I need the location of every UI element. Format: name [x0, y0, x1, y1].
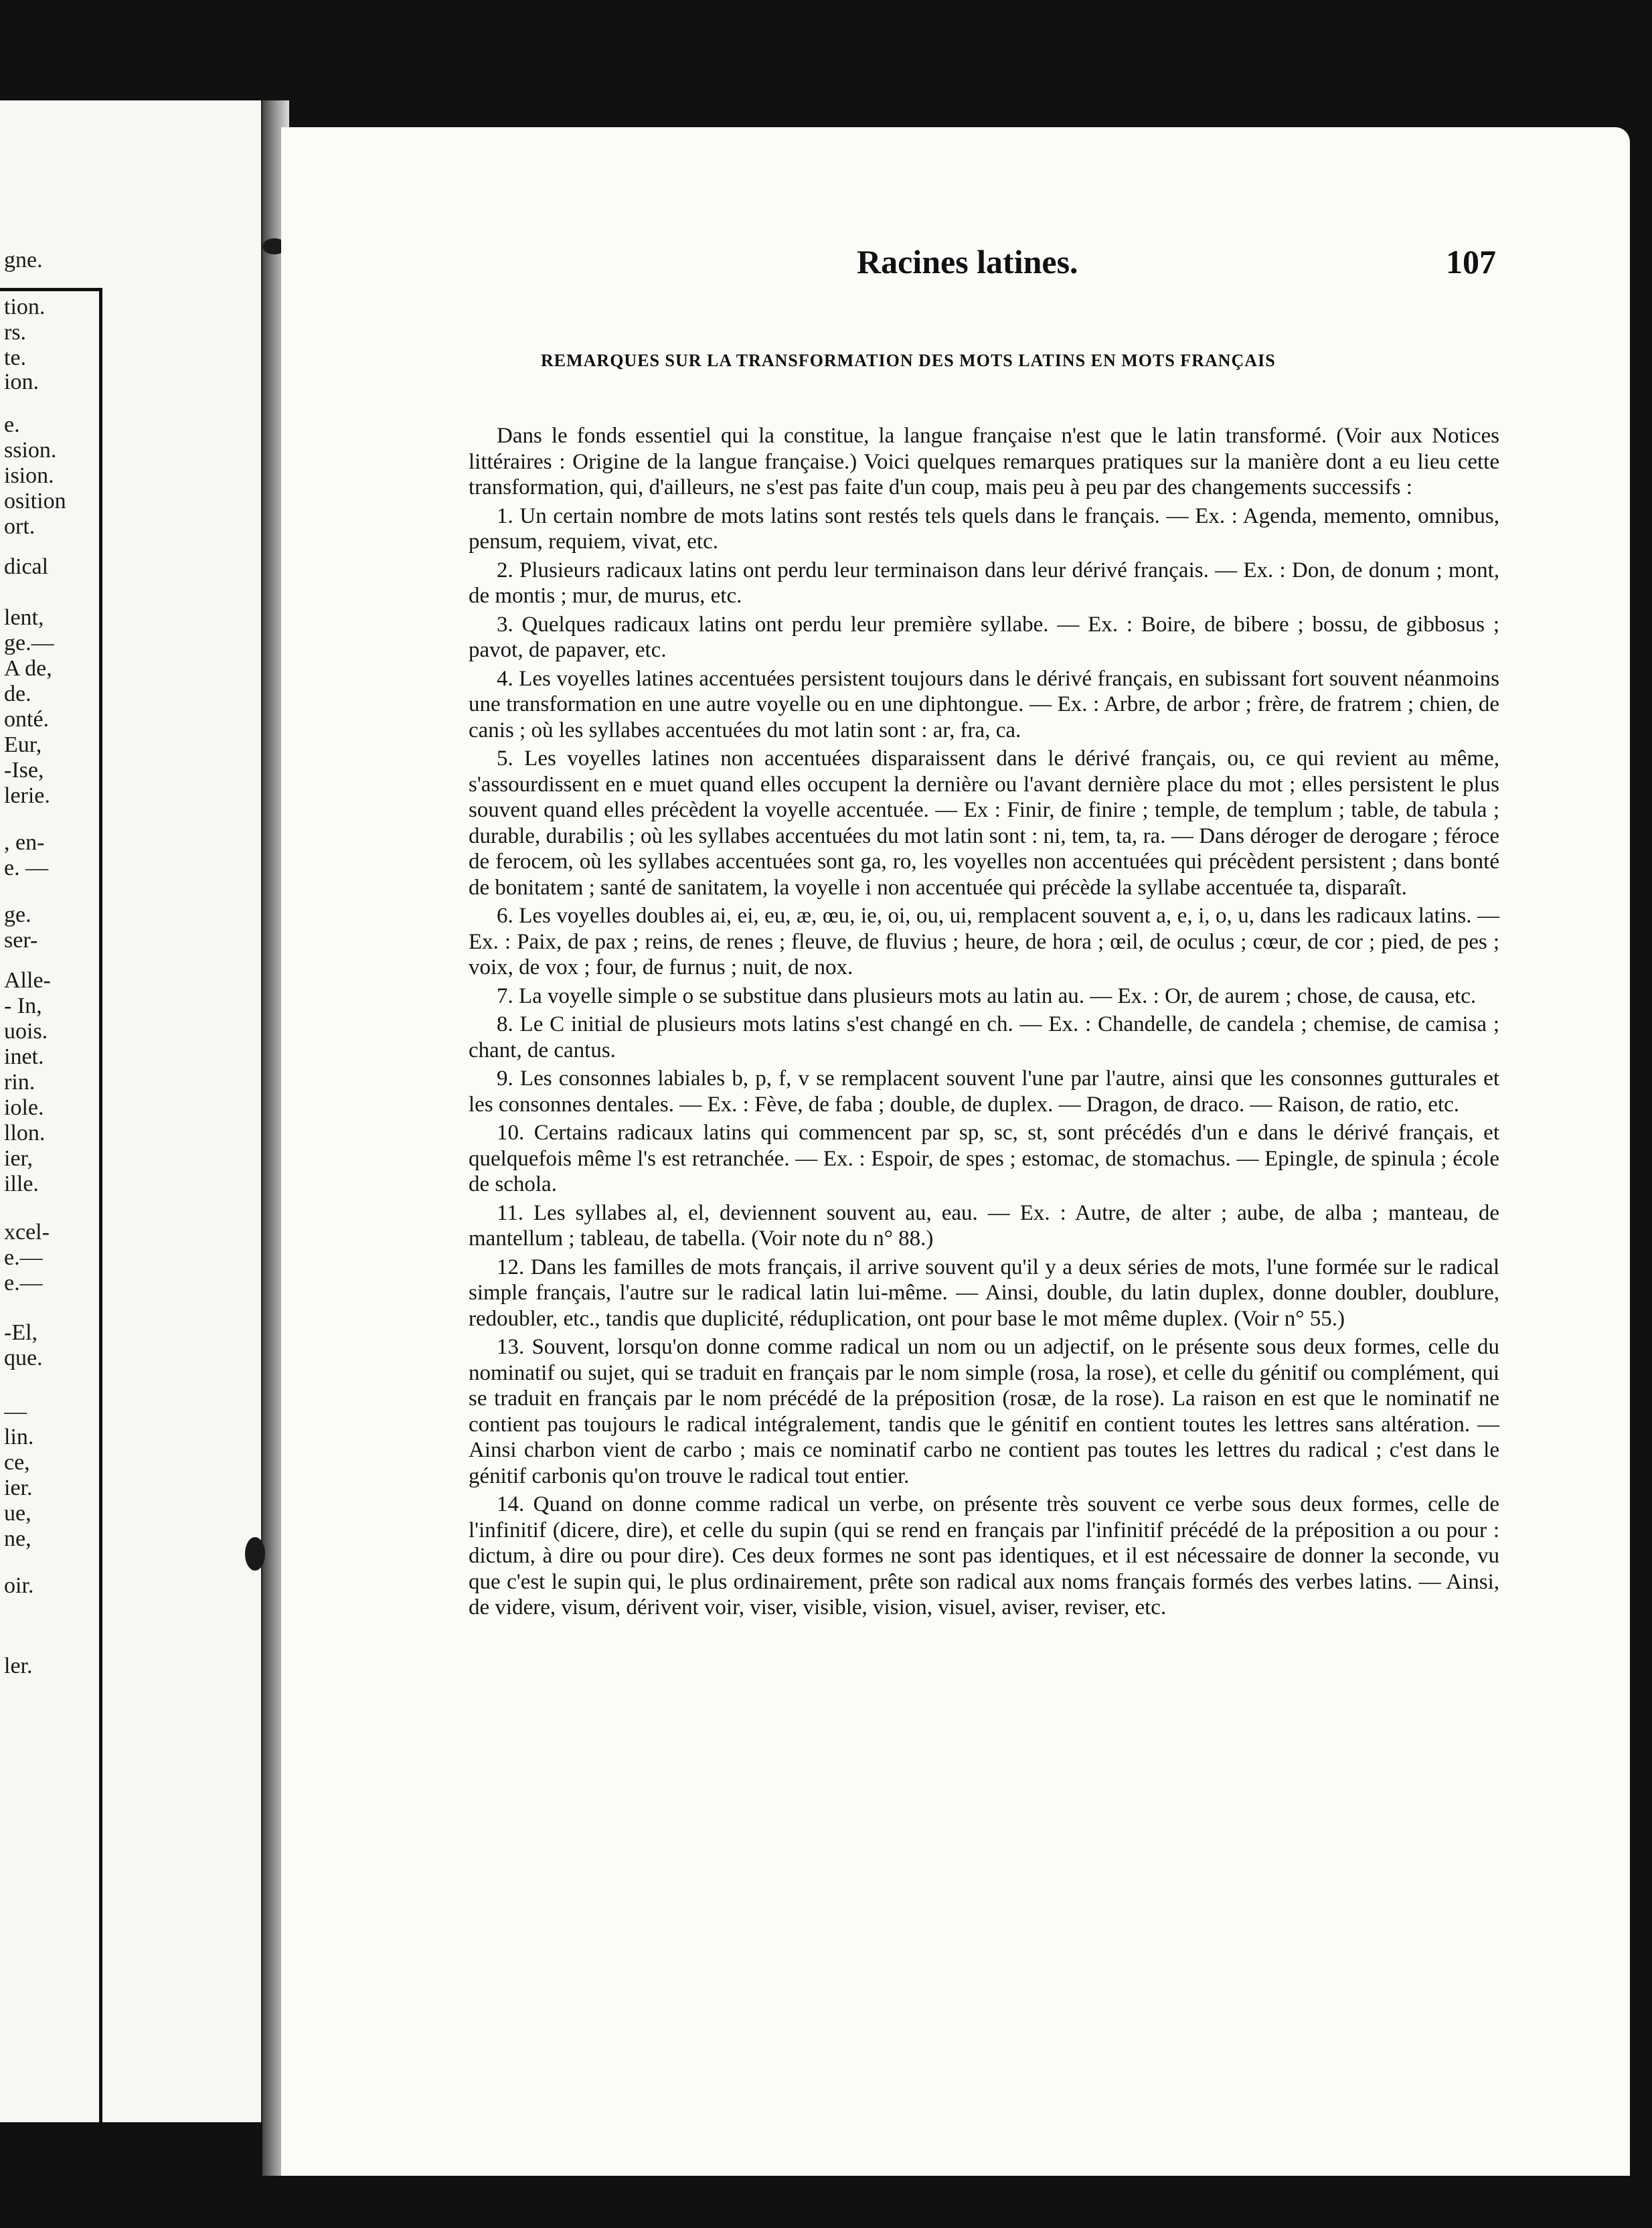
- paragraph-intro: Dans le fonds essentiel qui la constitue, la langue française n'est que le latin transformé. (Voir aux Notices littéraires : Origine de la langue française.) Voici quelques remarques pratiques sur la manière dont a eu lieu cette transformation, qui, d'ailleurs, ne s'est pas faite d'un coup, mais peu à peu par des changements successifs :: [469, 424, 1499, 499]
- left-page-line-fragment: ion.: [4, 370, 39, 394]
- left-page-line-fragment: que.: [4, 1346, 43, 1370]
- paragraph-rule-5: 5. Les voyelles latines non accentuées disparaissent dans le dérivé français, ou, ce qui revient au même, s'assourdissent en e muet quand elles occupent la dernière ou l'avant dernière place du mot ; elles persistent le plus souvent quand elles précèdent la voyelle accentuée. — Ex : Finir, de finire ; temple, de templum ; table, de tabula ; durable, durabilis ; où les syllabes accentuées du mot latin sont : ni, tem, ta, ra. — Dans déroger de derogare ; féroce de ferocem, où les syllabes accentuées sont ga, ro, les voyelles non accentuées qui précèdent persistent ; dans bonté de bonitatem ; santé de sanitatem, la voyelle i non accentuée qui précède la syllabe accentuée ta, disparaît.: [469, 746, 1499, 900]
- left-page-line-fragment: Eur,: [4, 732, 42, 757]
- left-page-line-fragment: -El,: [4, 1320, 38, 1345]
- left-page-line-fragment: ier.: [4, 1476, 33, 1500]
- paragraph-rule-7: 7. La voyelle simple o se substitue dans plusieurs mots au latin au. — Ex. : Or, de aurem ; chose, de causa, etc.: [497, 983, 1477, 1008]
- left-page-line-fragment: lin.: [4, 1425, 34, 1449]
- left-page-line-fragment: oir.: [4, 1573, 34, 1598]
- left-page-line-fragment: de.: [4, 682, 31, 706]
- left-page-line-fragment: ue,: [4, 1501, 31, 1526]
- left-page-line-fragment: e. —: [4, 856, 49, 880]
- left-page-line-fragment: inet.: [4, 1044, 44, 1069]
- left-page-line-fragment: lerie.: [4, 783, 50, 808]
- paragraph-rule-13: 13. Souvent, lorsqu'on donne comme radical un nom ou un adjectif, on le présente sous deux formes, celle du nominatif ou sujet, qui se traduit en français par le nom simple (rosa, la rose), et celle du génitif ou complément, qui se traduit en français par le nom précédé de la préposition (rosæ, de la rose). La raison en est que le nominatif ne contient pas toujours le radical intégralement, tandis que le génitif en contient toutes les lettres sans altération. — Ainsi charbon vient de carbo ; mais ce nominatif carbo ne contient pas toutes les lettres du radical ; c'est dans le génitif carbonis qu'on trouve le radical tout entier.: [469, 1335, 1499, 1488]
- left-page-line-fragment: onté.: [4, 707, 50, 732]
- left-page-line-fragment: ision.: [4, 463, 54, 488]
- left-page-line-fragment: , en-: [4, 830, 45, 855]
- left-page-line-fragment: dical: [4, 554, 49, 579]
- left-page-line-fragment: A de,: [4, 656, 52, 681]
- left-page-line-fragment: rs.: [4, 320, 27, 345]
- left-page-line-fragment: ge.: [4, 902, 31, 927]
- page-number: 107: [1446, 243, 1496, 281]
- left-page-line-fragment: - In,: [4, 993, 42, 1018]
- left-page-line-fragment: ser-: [4, 928, 38, 953]
- left-page-line-fragment: Alle-: [4, 968, 51, 993]
- left-page-line-fragment: e.: [4, 412, 20, 437]
- left-page-line-fragment: xcel-: [4, 1220, 50, 1245]
- body-text: [469, 423, 1499, 1623]
- paragraph-rule-14: 14. Quand on donne comme radical un verbe, on présente très souvent ce verbe sous deux formes, celle de l'infinitif (dicere, dire), et celle du supin (qui se rend en français par l'infinitif précédé de la préposition a ou pour : dictum, à dire ou pour dire). Ces deux formes ne sont pas identiques, et il est nécessaire de donner la seconde, vu que c'est le supin qui, le plus ordinairement, prête son radical aux noms français formés des verbes latins. — Ainsi, de videre, visum, dérivent voir, viser, visible, vision, visuel, aviser, reviser, etc.: [469, 1492, 1499, 1619]
- paragraph-rule-9: 9. Les consonnes labiales b, p, f, v se remplacent souvent l'une par l'autre, ainsi que les consonnes gutturales et les consonnes dentales. — Ex. : Fève, de faba ; double, de duplex. — Dragon, de draco. — Raison, de ratio, etc.: [469, 1066, 1499, 1117]
- left-page-line-fragment: lent,: [4, 605, 44, 630]
- left-page-line-fragment: rin.: [4, 1070, 35, 1095]
- left-page-line-fragment: e.—: [4, 1245, 43, 1270]
- paragraph-rule-8: 8. Le C initial de plusieurs mots latins s'est changé en ch. — Ex. : Chandelle, de candela ; chemise, de camisa ; chant, de cantus.: [469, 1012, 1499, 1062]
- paragraph-rule-4: 4. Les voyelles latines accentuées persistent toujours dans le dérivé français, en subissant fort souvent néanmoins une transformation en une autre voyelle ou en une diphtongue. — Ex. : Arbre, de arbor ; frère, de fratrem ; chien, de canis ; où les syllabes accentuées du mot latin sont : ar, fra, ca.: [469, 666, 1499, 742]
- left-page-line-fragment: te.: [4, 345, 27, 370]
- left-page-line-fragment: iole.: [4, 1095, 44, 1120]
- left-page-fragment: [0, 100, 263, 2122]
- left-page-line-fragment: e.—: [4, 1271, 43, 1295]
- left-page-line-fragment: -Ise,: [4, 758, 44, 783]
- left-page-line-fragment: ge.—: [4, 631, 54, 655]
- section-heading: REMARQUES SUR LA TRANSFORMATION DES MOTS LATINS EN MOTS FRANÇAIS: [541, 351, 1276, 370]
- left-page-line-fragment: ier,: [4, 1146, 33, 1171]
- paragraph-rule-1: 1. Un certain nombre de mots latins sont restés tels quels dans le français. — Ex. : Agenda, memento, omnibus, pensum, requiem, vivat, etc.: [469, 503, 1499, 554]
- left-page-line-fragment: ler.: [4, 1654, 33, 1678]
- left-page-line-fragment: uois.: [4, 1019, 48, 1044]
- paragraph-rule-6: 6. Les voyelles doubles ai, ei, eu, æ, œu, ie, oi, ou, ui, remplacent souvent a, e, i, o, u, dans les radicaux latins. — Ex. : Paix, de pax ; reins, de renes ; fleuve, de fluvius ; heure, de hora ; œil, de oculus ; cœur, de cor ; pied, de pes ; voix, de vox ; four, de furnus ; nuit, de nox.: [469, 904, 1499, 979]
- paragraph-rule-10: 10. Certains radicaux latins qui commencent par sp, sc, st, sont précédés d'un e dans le dérivé français, et quelquefois même l's est retranchée. — Ex. : Espoir, de spes ; estomac, de stomachus. — Epingle, de spinula ; école de schola.: [469, 1121, 1499, 1196]
- paragraph-rule-3: 3. Quelques radicaux latins ont perdu leur première syllabe. — Ex. : Boire, de bibere ; bossu, de gibbosus ; pavot, de papaver, etc.: [469, 612, 1499, 662]
- left-page-line-fragment: gne.: [4, 248, 43, 272]
- left-page-line-fragment: tion.: [4, 295, 46, 319]
- page-header-title: Racines latines.: [857, 243, 1078, 281]
- paragraph-rule-2: 2. Plusieurs radicaux latins ont perdu leur terminaison dans leur dérivé français. — Ex. : Don, de donum ; mont, de montis ; mur, de murus, etc.: [469, 558, 1499, 608]
- paragraph-rule-12: 12. Dans les familles de mots français, il arrive souvent qu'il y a deux séries de mots, l'une formée sur le radical simple français, l'autre sur le radical latin lui-même. — Ainsi, double, du latin duplex, donne doubler, doublure, redoubler, etc., tandis que duplicité, réduplication, ont pour base le mot même duplex. (Voir n° 55.): [469, 1255, 1499, 1331]
- left-page-line-fragment: ne,: [4, 1526, 31, 1551]
- left-page-line-fragment: osition: [4, 489, 66, 513]
- left-page-line-fragment: —: [4, 1399, 27, 1424]
- left-page-line-fragment: ssion.: [4, 438, 57, 463]
- binding-mark-bottom: [245, 1537, 265, 1571]
- paragraph-rule-11: 11. Les syllabes al, el, deviennent souvent au, eau. — Ex. : Autre, de alter ; aube, de alba ; manteau, de mantellum ; tableau, de tabella. (Voir note du n° 88.): [469, 1200, 1499, 1251]
- left-page-line-fragment: llon.: [4, 1121, 46, 1145]
- left-page-line-fragment: ille.: [4, 1172, 39, 1196]
- left-page-line-fragment: ort.: [4, 514, 35, 539]
- left-page-line-fragment: ce,: [4, 1450, 30, 1475]
